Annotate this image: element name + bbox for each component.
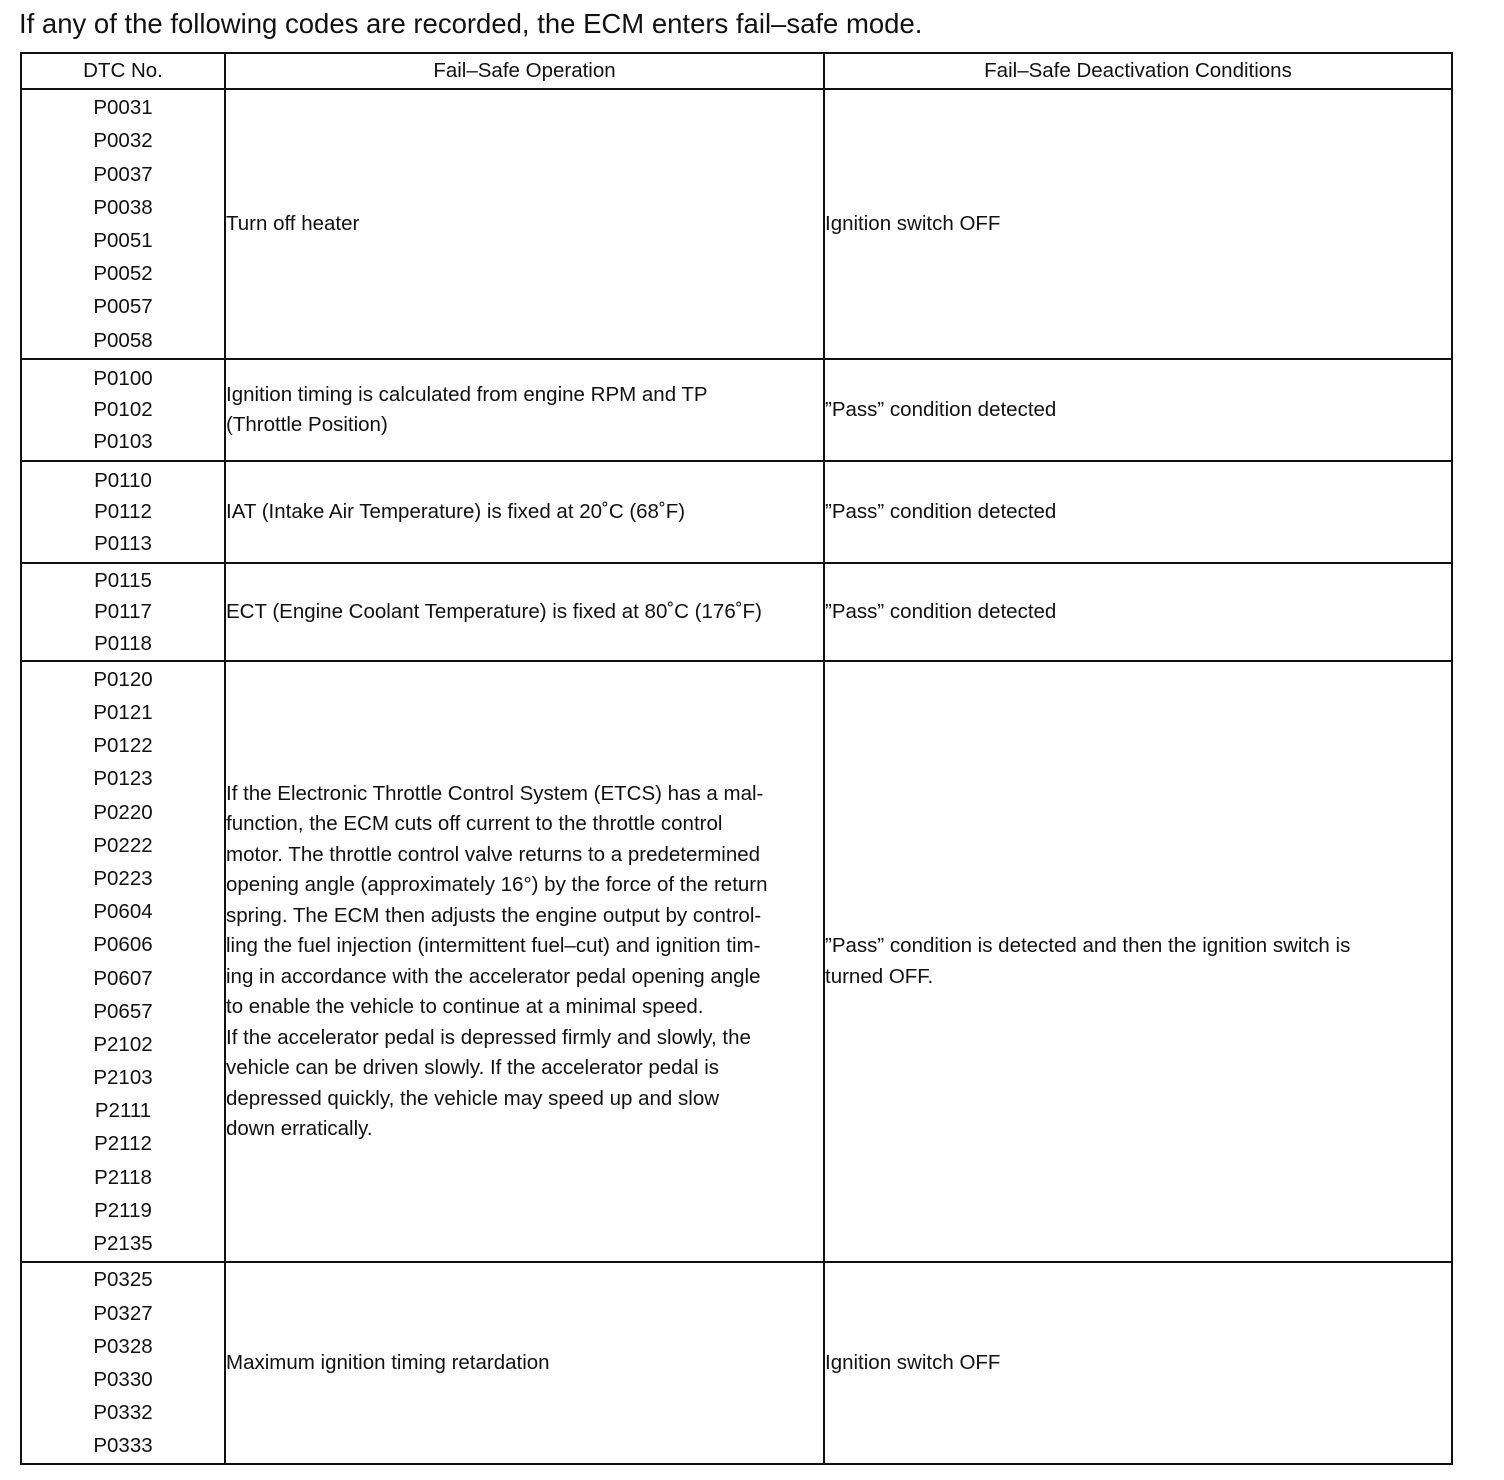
deactivation-condition xyxy=(824,461,1452,563)
operation-text: ECT (Engine Coolant Temperature) is fixed at 80˚C (176˚F) xyxy=(226,599,762,623)
operation-text: Turn off heater xyxy=(226,211,360,235)
header-deactivation-conditions: Fail–Safe Deactivation Conditions xyxy=(824,53,1452,89)
dtc-code: P0330 xyxy=(93,1368,153,1391)
dtc-code-list xyxy=(21,1262,225,1464)
dtc-code: P0604 xyxy=(93,900,153,924)
dtc-code: P0325 xyxy=(93,1268,153,1292)
dtc-code: P0112 xyxy=(94,500,152,524)
table-row xyxy=(21,359,1452,461)
deactivation-condition xyxy=(824,661,1452,1262)
operation-text: Ignition timing is calculated from engine RPM and TP (Throttle Position) xyxy=(226,382,708,436)
dtc-code: P0110 xyxy=(94,468,152,492)
dtc-code: P0113 xyxy=(94,531,152,555)
table-row xyxy=(21,661,1452,1262)
table-row xyxy=(21,563,1452,661)
deactivation-condition xyxy=(824,563,1452,661)
dtc-code: P0220 xyxy=(93,800,153,824)
dtc-code-list xyxy=(21,461,225,563)
dtc-code: P0657 xyxy=(93,999,153,1023)
deactivation-condition xyxy=(824,89,1452,359)
table-header-row xyxy=(21,53,1452,89)
fail-safe-operation xyxy=(225,89,824,359)
table-row xyxy=(21,461,1452,563)
table-row xyxy=(21,1262,1452,1464)
dtc-code: P0123 xyxy=(93,767,153,791)
dtc-code: P2119 xyxy=(94,1198,152,1222)
dtc-code: P0102 xyxy=(93,398,153,422)
header-fail-safe-operation: Fail–Safe Operation xyxy=(225,53,824,89)
dtc-code-list xyxy=(21,359,225,461)
dtc-code: P2118 xyxy=(94,1165,152,1189)
fail-safe-operation xyxy=(225,1262,824,1464)
dtc-code: P0058 xyxy=(93,328,153,352)
dtc-code: P2102 xyxy=(93,1032,153,1056)
dtc-code: P0052 xyxy=(93,262,153,286)
operation-text: If the Electronic Throttle Control System (ETCS) has a mal- function, the ECM cuts off current to the throttle control motor. The throttle control valve returns to a predetermined opening angle (approximately 16°) by the force of the return spring. The ECM then adjusts the engine output by control- ling the fuel injection (intermittent fuel–cut) and ignition tim- ing in accordance with the accelerator pedal opening angle to enable the vehicle to continue at a minimal speed. xyxy=(226,781,768,1018)
intro-text: If any of the following codes are recorded, the ECM enters fail–safe mode. xyxy=(19,8,923,39)
dtc-code: P0328 xyxy=(93,1334,153,1358)
deactivation-text: ”Pass” condition detected xyxy=(825,499,1057,523)
fail-safe-operation xyxy=(225,563,824,661)
dtc-code: P0121 xyxy=(93,701,153,724)
dtc-code: P0606 xyxy=(93,933,153,957)
dtc-code-list xyxy=(21,661,225,1262)
deactivation-text: ”Pass” condition detected xyxy=(825,599,1057,623)
dtc-code-list xyxy=(21,89,225,359)
deactivation-text: ”Pass” condition is detected and then the ignition switch is turned OFF. xyxy=(825,934,1351,988)
dtc-code: P2135 xyxy=(93,1232,153,1255)
dtc-code: P0222 xyxy=(93,833,153,857)
dtc-code: P0031 xyxy=(93,96,153,120)
dtc-code: P0327 xyxy=(93,1301,153,1325)
fail-safe-operation xyxy=(225,461,824,563)
dtc-code: P0037 xyxy=(93,162,153,186)
dtc-code: P0100 xyxy=(93,366,153,390)
fail-safe-operation xyxy=(225,359,824,461)
dtc-code-list xyxy=(21,563,225,661)
operation-note: If the accelerator pedal is depressed firmly and slowly, the vehicle can be driven slowly. If the accelerator pedal is depressed quickly, the vehicle may speed up and slow down erratically. xyxy=(226,1025,751,1140)
dtc-code: P0120 xyxy=(93,667,153,691)
dtc-code: P0607 xyxy=(93,966,153,990)
deactivation-text: ”Pass” condition detected xyxy=(825,397,1057,421)
deactivation-condition xyxy=(824,359,1452,461)
dtc-code: P2111 xyxy=(94,1099,152,1123)
dtc-code: P0223 xyxy=(93,866,153,890)
operation-text: IAT (Intake Air Temperature) is fixed at 20˚C (68˚F) xyxy=(226,499,686,523)
table-row xyxy=(21,89,1452,359)
dtc-code: P2112 xyxy=(94,1132,152,1156)
dtc-code: P0117 xyxy=(94,600,152,624)
dtc-code: P0103 xyxy=(93,429,153,453)
dtc-code: P0115 xyxy=(94,568,152,592)
deactivation-condition xyxy=(824,1262,1452,1464)
deactivation-text: Ignition switch OFF xyxy=(825,1350,1001,1374)
fail-safe-table xyxy=(20,52,1453,1465)
deactivation-text: Ignition switch OFF xyxy=(825,211,1001,235)
dtc-code: P2103 xyxy=(93,1066,153,1090)
dtc-code: P0057 xyxy=(93,295,153,319)
dtc-code: P0122 xyxy=(93,734,153,758)
dtc-code: P0332 xyxy=(93,1401,153,1425)
dtc-code: P0032 xyxy=(93,129,153,153)
header-dtc-no: DTC No. xyxy=(21,53,225,89)
dtc-code: P0038 xyxy=(93,195,153,219)
dtc-code: P0333 xyxy=(93,1434,153,1458)
operation-text: Maximum ignition timing retardation xyxy=(226,1350,550,1374)
dtc-code: P0118 xyxy=(94,631,152,655)
dtc-code: P0051 xyxy=(93,229,153,252)
fail-safe-operation xyxy=(225,661,824,1262)
